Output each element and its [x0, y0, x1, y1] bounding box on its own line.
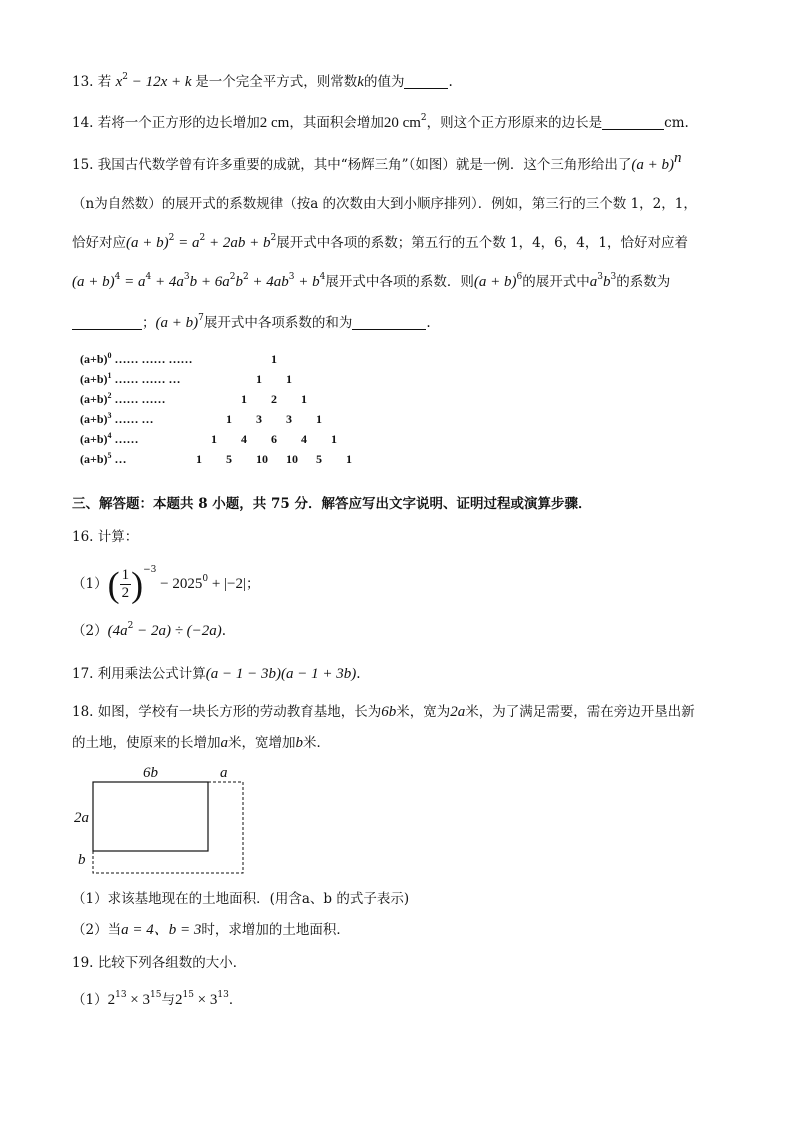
answer-blank[interactable]	[404, 74, 448, 89]
triangle-number: 1	[286, 372, 292, 386]
question-18-line-2: 的土地，使原来的长增加a米，宽增加b米．	[72, 735, 330, 751]
section-heading: 三、解答题：本题共 8 小题，共 75 分．解答应写出文字说明、证明过程或演算步骤．	[72, 496, 592, 512]
fraction: $\frac{1}{2}$	[121, 567, 130, 601]
triangle-number: 1	[196, 452, 202, 466]
label-a: a	[220, 765, 228, 781]
land-diagram	[60, 760, 260, 880]
triangle-number: 1	[331, 432, 337, 446]
question-14: 14. 若将一个正方形的边长增加2 cm，其面积会增加20 $cm^2$，则这个正方形原来的边长是 cm.	[72, 113, 689, 131]
answer-blank[interactable]	[602, 115, 664, 130]
answer-blank[interactable]	[352, 315, 426, 330]
triangle-row-label: $(a+b)^5$ …	[80, 451, 127, 466]
triangle-row-label: $(a+b)^1$ …… …… …	[80, 371, 181, 386]
triangle-number: 3	[256, 412, 262, 426]
triangle-number: 1	[241, 392, 247, 406]
question-15-line-3: 恰好对应$(a + b)^2 = a^2 + 2ab + b^2$展开式中各项的系数；第五行的五个数 1，4，6，4，1，恰好对应着	[72, 233, 688, 251]
question-19-title: 19. 比较下列各组数的大小．	[72, 955, 247, 971]
triangle-number: 1	[346, 452, 352, 466]
triangle-number: 5	[316, 452, 322, 466]
question-13: 13. 若 $x^2 - 12x + k$ 是一个完全平方式，则常数k的值为 .	[72, 72, 453, 90]
triangle-number: 1	[226, 412, 232, 426]
label-2a: 2a	[74, 810, 89, 826]
triangle-row-label: $(a+b)^0$ …… …… ……	[80, 351, 193, 366]
triangle-number: 6	[271, 432, 277, 446]
triangle-row-label: $(a+b)^2$ …… ……	[80, 391, 166, 406]
question-18-part-2: （2）当a = 4、b = 3时，求增加的土地面积．	[72, 922, 350, 938]
question-15-line-5: ；$(a + b)^7$展开式中各项系数的和为 .	[72, 313, 431, 333]
question-16-part-2: $(2)(4a^2 - 2a) \div (-2a)$.	[72, 621, 227, 639]
label-6b: 6b	[143, 765, 158, 781]
question-16-title: 16. 计算：	[72, 529, 139, 545]
triangle-row-label: $(a+b)^4$ ……	[80, 431, 139, 446]
label-b: b	[78, 852, 86, 868]
triangle-number: 1	[316, 412, 322, 426]
triangle-number: 3	[286, 412, 292, 426]
triangle-number: 4	[241, 432, 247, 446]
question-15-line-1: 15. 我国古代数学曾有许多重要的成就，其中“杨辉三角”（如图）就是一例．这个三角形给出了$(a + b)^n$	[72, 150, 682, 173]
triangle-number: 10	[286, 452, 298, 466]
question-18-part-1: （1）求该基地现在的土地面积．(用含a、b 的式子表示)	[72, 891, 410, 907]
triangle-number: 10	[256, 452, 268, 466]
question-17: 17. 利用乘法公式计算(a − 1 − 3b)(a − 1 + 3b).	[72, 666, 361, 682]
question-16-part-1: （1）( $\frac{1}{2}$ )$^{-3} - 2025^0 + |-2|$；	[72, 564, 260, 605]
expanded-rectangle	[93, 782, 243, 873]
original-rectangle	[93, 782, 208, 851]
question-18-line-1: 18. 如图，学校有一块长方形的劳动教育基地，长为6b米，宽为2a米，为了满足需要，需在旁边开垦出新	[72, 704, 695, 720]
triangle-number: 5	[226, 452, 232, 466]
triangle-number: 1	[211, 432, 217, 446]
triangle-number: 1	[256, 372, 262, 386]
question-15-line-4: $(a + b)^4 = a^4 + 4a^3b + 6a^2b^2 + 4ab^3 + b^4$展开式中各项的系数．则$(a + b)^6$的展开式中$a^3b^3$的系数为	[72, 272, 671, 290]
triangle-number: 2	[271, 392, 277, 406]
triangle-number: 1	[271, 352, 277, 366]
answer-blank[interactable]	[72, 315, 142, 330]
triangle-number: 1	[301, 392, 307, 406]
triangle-row-label: $(a+b)^3$ …… …	[80, 411, 154, 426]
triangle-number: 4	[301, 432, 307, 446]
question-19-part-1: $(1)2^{13} \times 3^{15}$与$2^{15} \times 3^{13}$．	[72, 990, 243, 1008]
question-15-line-2: （n为自然数）的展开式的系数规律（按a 的次数由大到小顺序排列）．例如，第三行的三个数 1，2，1，	[72, 196, 697, 212]
